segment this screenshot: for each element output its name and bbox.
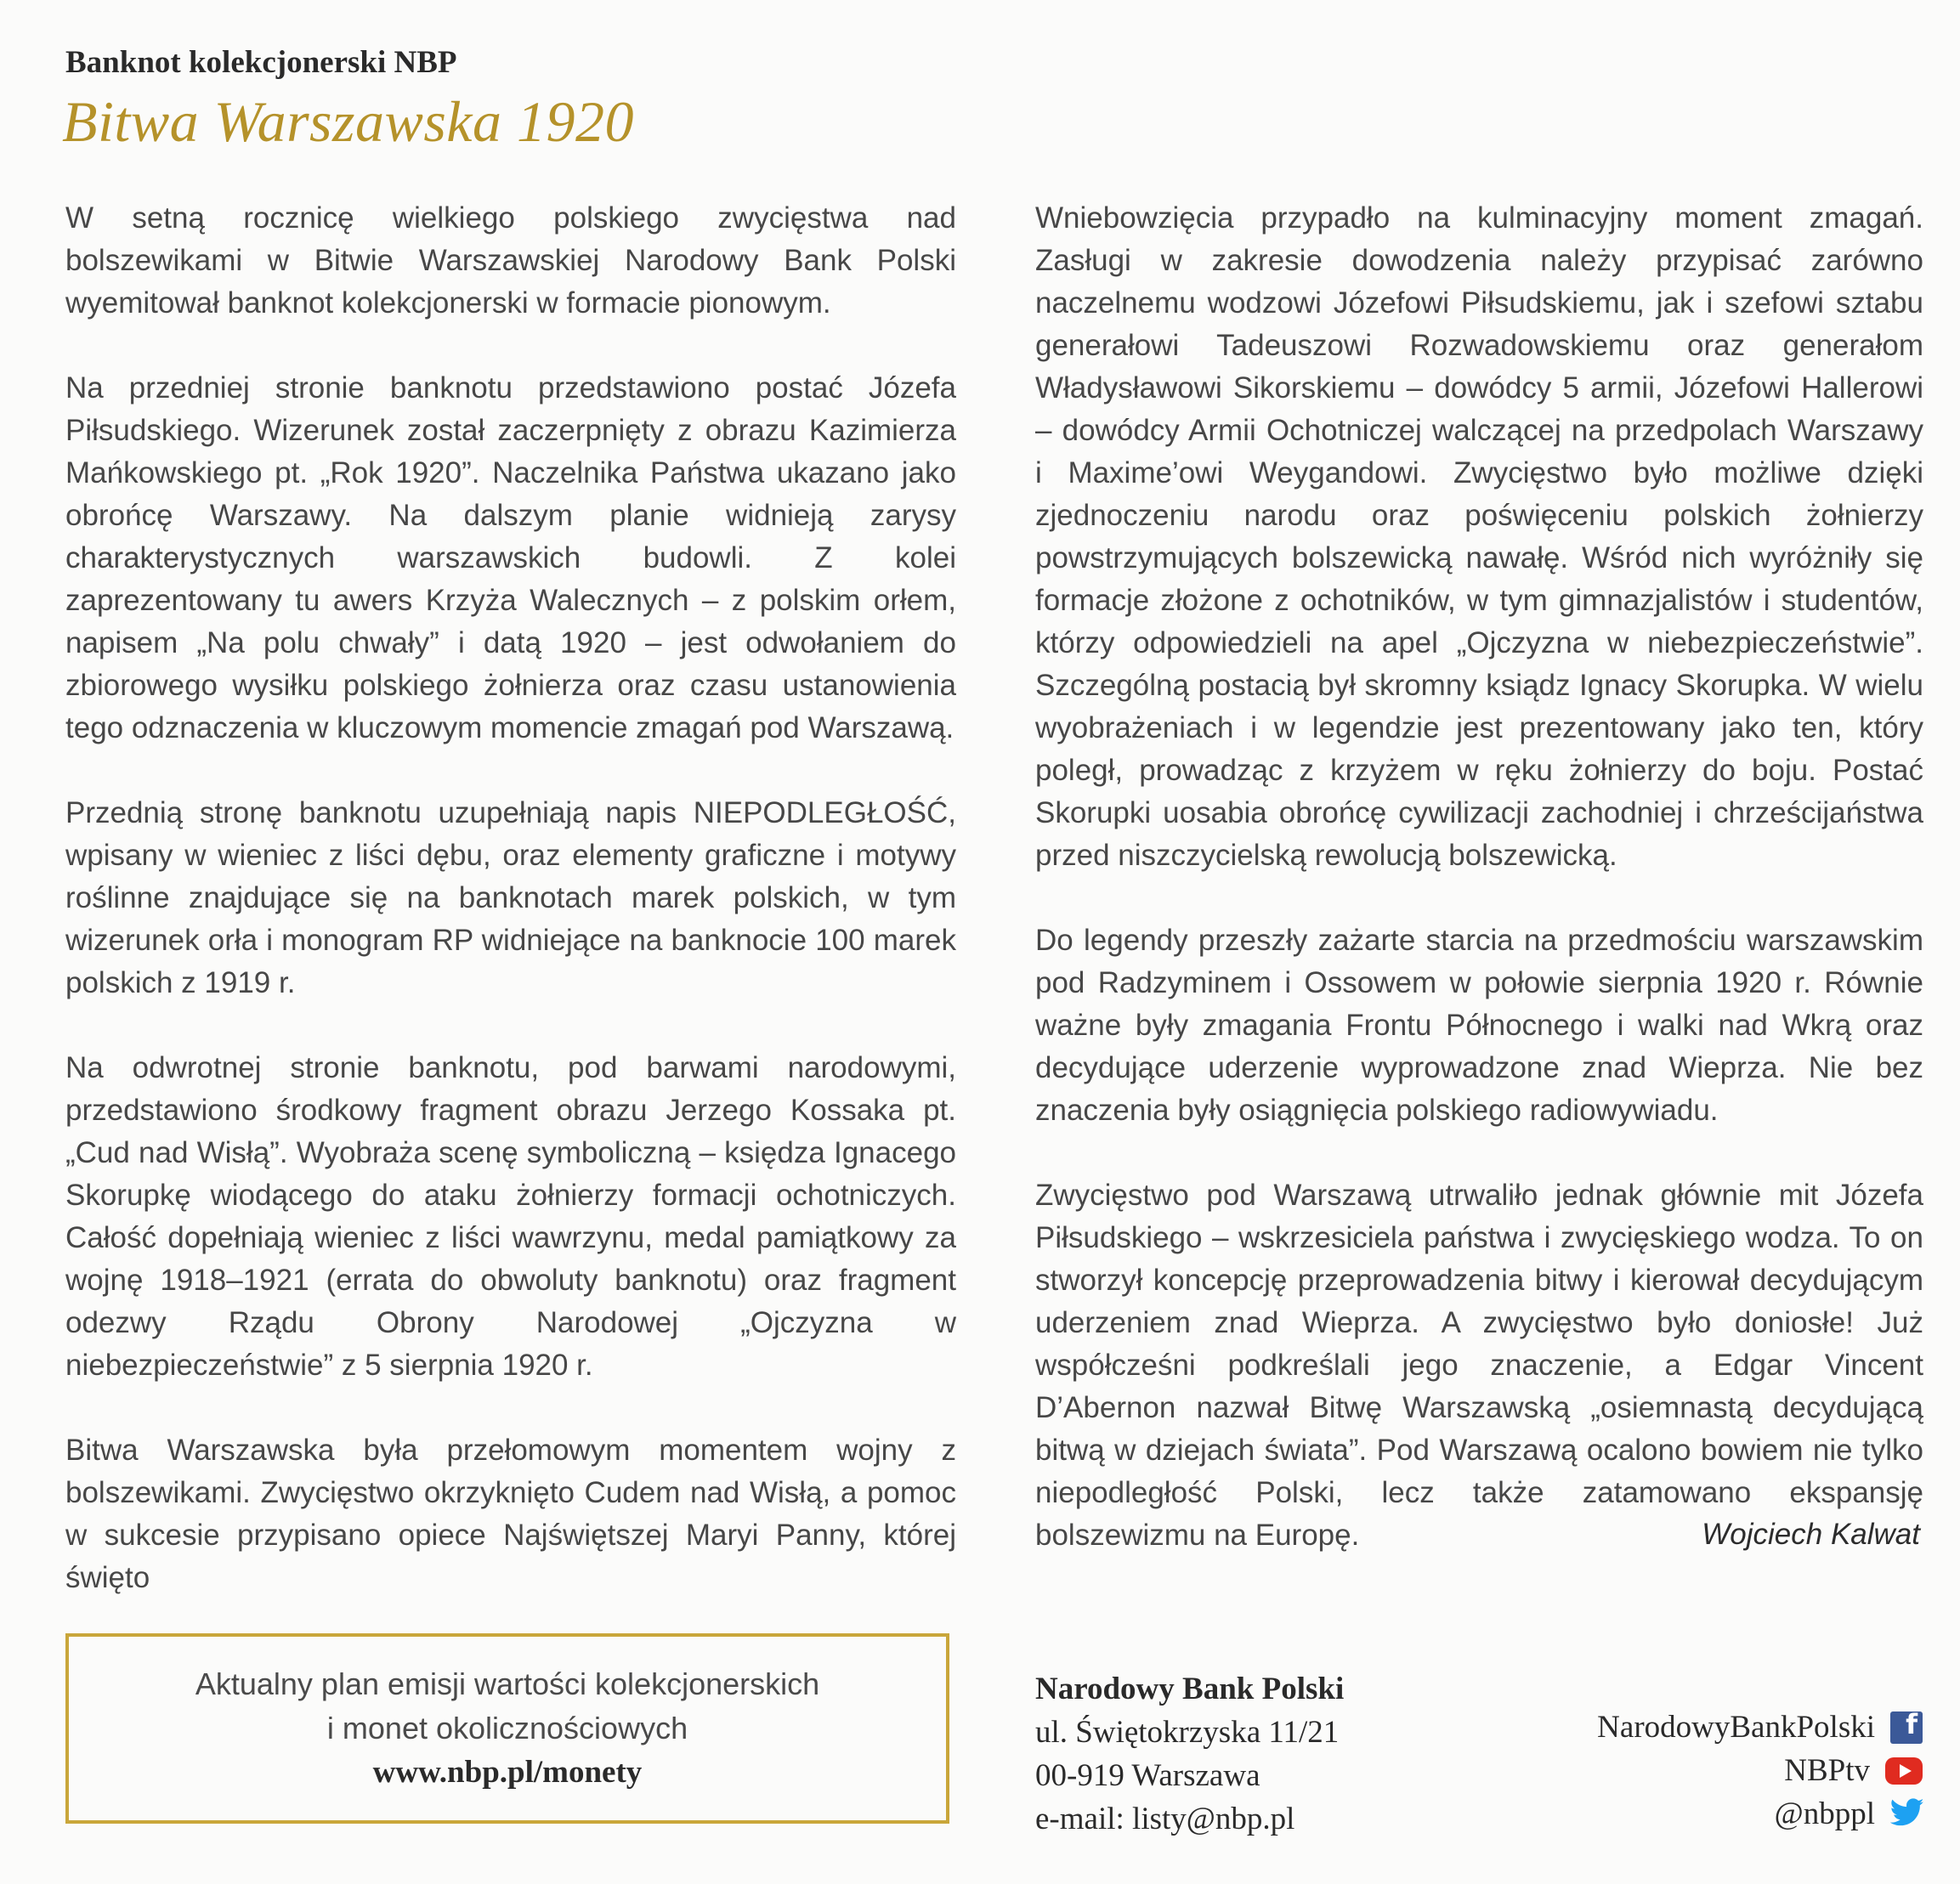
paragraph: Wniebowzięcia przypadło na kulminacyjny moment zmagań. Zasługi w zakresie dowodzenia należy przypisać zarówno naczelnemu wodzowi Józefowi Piłsudskiemu, jak i szefowi sztabu generałowi Tadeuszowi Rozwadowskiemu oraz generałom Władysławowi Sikorskiemu – dowódcy 5 armii, Józefowi Hallerowi – dowódcy Armii Ochotniczej walczącej na przedpolach Warszawy i Maxime’owi Weygandowi. Zwycięstwo było możliwe dzięki zjednoczeniu narodu oraz poświęceniu polskich żołnierzy powstrzymujących bolszewicką nawałę. Wśród nich wyróżniły się formacje złożone z ochotników, w tym gimnazjalistów i studentów, którzy odpowiedzieli na apel „Ojczyzna w niebezpieczeństwie”. Szczególną postacią był skromny ksiądz Ignacy Skorupka. W wielu wyobrażeniach i w legendzie jest prezentowany jako ten, który poległ, prowadząc z krzyżem w ręku żołnierzy do boju. Postać Skorupki uosabia obrońcę cywilizacji zachodniej i chrześcijaństwa przed niszczycielską rewolucją bolszewicką. [1035, 201, 1923, 872]
contact-city: 00-919 Warszawa [1035, 1758, 1260, 1793]
paragraph: Na przedniej stronie banknotu przedstawiono postać Józefa Piłsudskiego. Wizerunek został zaczerpnięty z obrazu Kazimierza Mańkowskiego pt. „Rok 1920”. Naczelnika Państwa ukazano jako obrońcę Warszawy. Na dalszym planie widnieją zarysy charakterystycznych warszawskich budowli. Z kolei zaprezentowany tu awers Krzyża Walecznych – z polskim orłem, napisem „Na polu chwały” i datą 1920 – jest odwołaniem do zbiorowego wysiłku polskiego żołnierza oraz czasu ustanowienia tego odznaczenia w kluczowym momencie zmagań pod Warszawą. [65, 371, 956, 744]
paragraph: Bitwa Warszawska była przełomowym momentem wojny z bolszewikami. Zwycięstwo okrzyknięto Cudem nad Wisłą, a pomoc w sukcesie przypisano opiece Najświętszej Maryi Panny, której święto [65, 1434, 956, 1594]
social-links [1597, 1706, 1923, 1836]
social-facebook[interactable] [1597, 1706, 1923, 1749]
youtube-label[interactable]: NBPtv [1784, 1753, 1870, 1788]
paragraph: Do legendy przeszły zażarte starcia na przedmościu warszawskim pod Radzyminem i Ossowem w połowie sierpnia 1920 r. Równie ważne były zmagania Frontu Północnego i walki nad Wkrą oraz decydujące uderzenie wyprowadzone znad Wieprza. Nie bez znaczenia były osiągnięcia polskiego radiowywiadu. [1035, 924, 1923, 1127]
section-kicker: Banknot kolekcjonerski NBP [65, 45, 457, 80]
paragraph: Przednią stronę banknotu uzupełniają napis NIEPODLEGŁOŚĆ, wpisany w wieniec z liści dębu, oraz elementy graficzne i motywy roślinne znajdujące się na banknotach marek polskich, w tym wizerunek orła i monogram RP widniejące na banknocie 100 marek polskich z 1919 r. [65, 796, 956, 999]
youtube-icon[interactable] [1885, 1757, 1923, 1785]
social-twitter[interactable] [1597, 1792, 1923, 1836]
author-signature: Wojciech Kalwat [1702, 1518, 1920, 1551]
paragraph: W setną rocznicę wielkiego polskiego zwycięstwa nad bolszewikami w Bitwie Warszawskiej Narodowy Bank Polski wyemitował banknot kolekcjonerski w formacie pionowym. [65, 201, 956, 320]
article-column-left [65, 197, 956, 1599]
twitter-icon[interactable] [1890, 1798, 1923, 1830]
contact-block [1035, 1667, 1344, 1841]
facebook-icon[interactable] [1890, 1711, 1923, 1744]
info-box [65, 1633, 949, 1824]
info-line: i monet okolicznościowych [326, 1711, 688, 1745]
info-line: Aktualny plan emisji wartości kolekcjonerskich [195, 1666, 820, 1701]
coins-link[interactable]: www.nbp.pl/monety [372, 1755, 643, 1790]
page-title: Bitwa Warszawska 1920 [62, 89, 634, 154]
paragraph: Na odwrotnej stronie banknotu, pod barwami narodowymi, przedstawiono środkowy fragment obrazu Jerzego Kossaka pt. „Cud nad Wisłą”. Wyobraża scenę symboliczną – księdza Ignacego Skorupkę wiodącego do ataku żołnierzy formacji ochotniczych. Całość dopełniają wieniec z liści wawrzynu, medal pamiątkowy za wojnę 1918–1921 (errata do obwoluty banknotu) oraz fragment odezwy Rządu Obrony Narodowej „Ojczyzna w niebezpieczeństwie” z 5 sierpnia 1920 r. [65, 1051, 956, 1382]
paragraph: Zwycięstwo pod Warszawą utrwaliło jednak głównie mit Józefa Piłsudskiego – wskrzesiciela państwa i zwycięskiego wodza. To on stworzył koncepcję przeprowadzenia bitwy i kierował decydującym uderzeniem znad Wieprza. A zwycięstwo było doniosłe! Już współcześni podkreślali jego znaczenie, a Edgar Vincent D’Abernon nazwał Bitwę Warszawską „osiemnastą decydującą bitwą w dziejach świata”. Pod Warszawą ocalono bowiem nie tylko niepodległość Polski, lecz także zatamowano ekspansję bolszewizmu na Europę. [1035, 1179, 1923, 1552]
contact-street: ul. Świętokrzyska 11/21 [1035, 1715, 1340, 1750]
twitter-label[interactable]: @nbppl [1774, 1796, 1875, 1831]
contact-org: Narodowy Bank Polski [1035, 1672, 1345, 1706]
social-youtube[interactable] [1597, 1749, 1923, 1792]
facebook-label[interactable]: NarodowyBankPolski [1597, 1710, 1875, 1745]
article-column-right [1035, 197, 1923, 1557]
contact-email[interactable]: e-mail: listy@nbp.pl [1035, 1802, 1295, 1836]
